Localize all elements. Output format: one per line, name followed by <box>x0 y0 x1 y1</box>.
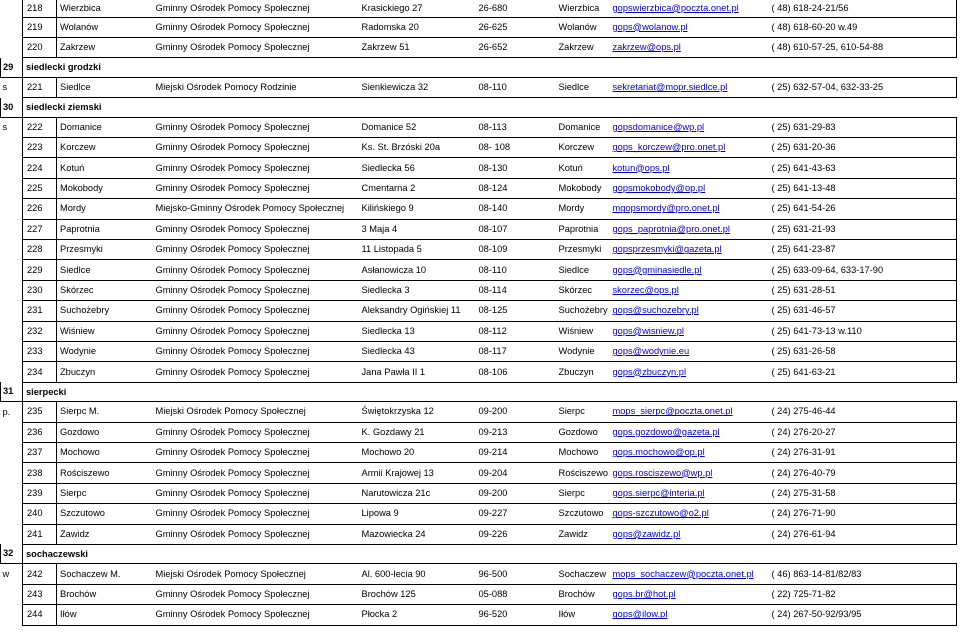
email-link[interactable]: gopsdomanice@wp.pl <box>610 117 769 137</box>
row-number: 240 <box>23 504 57 524</box>
row-lead-marker <box>1 463 23 483</box>
institution-name: Gminny Ośrodek Pomocy Społecznej <box>153 443 359 463</box>
row-number: 220 <box>23 37 57 57</box>
city-name: Rościszewo <box>521 463 610 483</box>
place-name: Zawidz <box>57 524 153 544</box>
table-row <box>1 362 957 382</box>
street-address: Siedlecka 13 <box>359 321 479 341</box>
postal-code: 09-226 <box>479 524 521 544</box>
postal-code: 96-500 <box>479 564 521 584</box>
table-row <box>1 280 957 300</box>
email-link[interactable]: gops-szczutowo@o2.pl <box>610 504 769 524</box>
region-number: 30 <box>1 98 23 118</box>
place-name: Mokobody <box>57 178 153 198</box>
city-name: Paprotnia <box>521 219 610 239</box>
phone-number: ( 25) 632-57-04, 632-33-25 <box>769 77 957 97</box>
street-address: Lipowa 9 <box>359 504 479 524</box>
row-lead-marker <box>1 178 23 198</box>
postal-code: 08- 108 <box>479 138 521 158</box>
row-number: 243 <box>23 584 57 604</box>
phone-number: ( 25) 641-54-26 <box>769 199 957 219</box>
email-link[interactable]: kotun@ops.pl <box>610 158 769 178</box>
row-lead-marker <box>1 362 23 382</box>
table-row <box>1 37 957 57</box>
row-lead-marker: s <box>2 82 8 93</box>
phone-number: ( 25) 641-23-87 <box>769 240 957 260</box>
table-row <box>1 443 957 463</box>
city-name: Suchożebry <box>521 301 610 321</box>
street-address: Narutowicza 21c <box>359 483 479 503</box>
city-name: Mordy <box>521 199 610 219</box>
email-link[interactable]: mops_sochaczew@poczta.onet.pl <box>610 564 769 584</box>
table-row <box>1 564 957 584</box>
postal-code: 26-625 <box>479 17 521 37</box>
row-number: 236 <box>23 422 57 442</box>
street-address: Cmentarna 2 <box>359 178 479 198</box>
postal-code: 08-114 <box>479 280 521 300</box>
phone-number: ( 25) 631-28-51 <box>769 280 957 300</box>
street-address: Jana Pawła II 1 <box>359 362 479 382</box>
row-lead-marker <box>1 260 23 280</box>
email-link[interactable]: mgopsmordy@pro.onet.pl <box>610 199 769 219</box>
street-address: Płocka 2 <box>359 605 479 625</box>
phone-number: ( 24) 276-20-27 <box>769 422 957 442</box>
institution-name: Gminny Ośrodek Pomocy Społecznej <box>153 240 359 260</box>
table-row <box>1 422 957 442</box>
place-name: Mordy <box>57 199 153 219</box>
postal-code: 08-130 <box>479 158 521 178</box>
row-lead-marker: w <box>2 568 10 579</box>
city-name: Wiśniew <box>521 321 610 341</box>
table-row <box>1 240 957 260</box>
table-row <box>1 341 957 361</box>
table-row <box>1 158 957 178</box>
city-name: Sochaczew <box>521 564 610 584</box>
postal-code: 09-200 <box>479 483 521 503</box>
street-address: Asłanowicza 10 <box>359 260 479 280</box>
email-link[interactable]: gops.rosciszewo@wp.pl <box>610 463 769 483</box>
row-number: 232 <box>23 321 57 341</box>
place-name: Zakrzew <box>57 37 153 57</box>
email-link[interactable]: gops@ilow.pl <box>610 605 769 625</box>
postal-code: 26-652 <box>479 37 521 57</box>
row-lead-marker <box>1 0 23 17</box>
city-name: Skórzec <box>521 280 610 300</box>
street-address: Siedlecka 3 <box>359 280 479 300</box>
email-link[interactable]: gops_korczew@pro.onet.pl <box>610 138 769 158</box>
row-lead-marker <box>1 199 23 219</box>
institution-name: Gminny Ośrodek Pomocy Społecznej <box>153 504 359 524</box>
row-number: 226 <box>23 199 57 219</box>
place-name: Kotuń <box>57 158 153 178</box>
row-number: 229 <box>23 260 57 280</box>
email-link[interactable]: gopsprzesmyki@gazeta.pl <box>610 240 769 260</box>
place-name: Przesmyki <box>57 240 153 260</box>
postal-code: 08-140 <box>479 199 521 219</box>
city-name: Korczew <box>521 138 610 158</box>
row-lead-marker <box>1 280 23 300</box>
row-lead-marker <box>1 483 23 503</box>
institution-name: Miejski Ośrodek Pomocy Społecznej <box>153 564 359 584</box>
street-address: Radomska 20 <box>359 17 479 37</box>
postal-code: 08-112 <box>479 321 521 341</box>
email-link[interactable]: gopsmokobody@op.pl <box>610 178 769 198</box>
row-number: 233 <box>23 341 57 361</box>
institution-name: Gminny Ośrodek Pomocy Społecznej <box>153 158 359 178</box>
phone-number: ( 25) 641-43-63 <box>769 158 957 178</box>
place-name: Domanice <box>57 117 153 137</box>
row-number: 235 <box>23 402 57 422</box>
region-number: 31 <box>1 382 23 402</box>
phone-number: ( 48) 618-24-21/56 <box>769 0 957 17</box>
phone-number: ( 25) 641-13-48 <box>769 178 957 198</box>
email-link[interactable]: gops_paprotnia@pro.onet.pl <box>610 219 769 239</box>
phone-number: ( 25) 631-29-83 <box>769 117 957 137</box>
street-address: Mazowiecka 24 <box>359 524 479 544</box>
institution-name: Gminny Ośrodek Pomocy Społecznej <box>153 260 359 280</box>
table-row <box>1 301 957 321</box>
email-link[interactable]: gops.sierpc@interia.pl <box>610 483 769 503</box>
street-address: Krasickiego 27 <box>359 0 479 17</box>
region-number: 32 <box>1 544 23 564</box>
row-lead-marker: s <box>2 122 8 133</box>
postal-code: 08-109 <box>479 240 521 260</box>
row-lead-marker <box>1 158 23 178</box>
row-lead-marker <box>1 321 23 341</box>
city-name: Siedlce <box>521 77 610 97</box>
region-name: sochaczewski <box>23 544 957 564</box>
row-lead-marker: p. <box>2 406 11 417</box>
row-lead-marker <box>1 524 23 544</box>
city-name: Siedlce <box>521 260 610 280</box>
row-lead-marker <box>1 301 23 321</box>
phone-number: ( 24) 276-61-94 <box>769 524 957 544</box>
region-name: siedlecki grodzki <box>23 58 957 78</box>
row-number: 227 <box>23 219 57 239</box>
phone-number: ( 48) 618-60-20 w.49 <box>769 17 957 37</box>
table-row <box>1 117 957 137</box>
institution-name: Gminny Ośrodek Pomocy Społecznej <box>153 138 359 158</box>
city-name: Wodynie <box>521 341 610 361</box>
postal-code: 08-110 <box>479 260 521 280</box>
row-lead-marker <box>1 138 23 158</box>
region-header-row <box>1 58 957 78</box>
email-link[interactable]: gops@zawidz.pl <box>610 524 769 544</box>
place-name: Suchożebry <box>57 301 153 321</box>
institution-name: Gminny Ośrodek Pomocy Społecznej <box>153 301 359 321</box>
place-name: Gozdowo <box>57 422 153 442</box>
email-link[interactable]: gops@wisniew.pl <box>610 321 769 341</box>
table-row <box>1 260 957 280</box>
row-lead-marker <box>1 240 23 260</box>
place-name: Skórzec <box>57 280 153 300</box>
row-lead-marker <box>1 443 23 463</box>
institution-name: Gminny Ośrodek Pomocy Społecznej <box>153 280 359 300</box>
postal-code: 08-124 <box>479 178 521 198</box>
phone-number: ( 22) 725-71-82 <box>769 584 957 604</box>
street-address: Brochów 125 <box>359 584 479 604</box>
institution-name: Gminny Ośrodek Pomocy Społecznej <box>153 178 359 198</box>
email-link[interactable]: zakrzew@ops.pl <box>610 37 769 57</box>
place-name: Brochów <box>57 584 153 604</box>
table-row <box>1 219 957 239</box>
postal-code: 08-113 <box>479 117 521 137</box>
row-number: 231 <box>23 301 57 321</box>
place-name: Mochowo <box>57 443 153 463</box>
place-name: Wierzbica <box>57 0 153 17</box>
street-address: Świętokrzyska 12 <box>359 402 479 422</box>
table-row <box>1 178 957 198</box>
street-address: Ks. St. Brzóski 20a <box>359 138 479 158</box>
city-name: Szczutowo <box>521 504 610 524</box>
phone-number: ( 25) 631-20-36 <box>769 138 957 158</box>
row-number: 230 <box>23 280 57 300</box>
street-address: Al. 600-lecia 90 <box>359 564 479 584</box>
city-name: Iłów <box>521 605 610 625</box>
institution-name: Gminny Ośrodek Pomocy Społecznej <box>153 17 359 37</box>
place-name: Szczutowo <box>57 504 153 524</box>
table-row <box>1 77 957 97</box>
place-name: Sochaczew M. <box>57 564 153 584</box>
region-header-row <box>1 382 957 402</box>
table-row <box>1 138 957 158</box>
institution-name: Gminny Ośrodek Pomocy Społecznej <box>153 219 359 239</box>
street-address: Mochowo 20 <box>359 443 479 463</box>
institution-name: Gminny Ośrodek Pomocy Społecznej <box>153 341 359 361</box>
phone-number: ( 25) 631-26-58 <box>769 341 957 361</box>
phone-number: ( 25) 631-46-57 <box>769 301 957 321</box>
institution-name: Gminny Ośrodek Pomocy Społecznej <box>153 483 359 503</box>
street-address: 3 Maja 4 <box>359 219 479 239</box>
email-link[interactable]: gops.gozdowo@gazeta.pl <box>610 422 769 442</box>
table-row <box>1 463 957 483</box>
postal-code: 96-520 <box>479 605 521 625</box>
city-name: Sierpc <box>521 402 610 422</box>
phone-number: ( 24) 276-40-79 <box>769 463 957 483</box>
phone-number: ( 25) 641-63-21 <box>769 362 957 382</box>
row-number: 219 <box>23 17 57 37</box>
row-lead-marker <box>1 341 23 361</box>
table-row <box>1 321 957 341</box>
row-lead-marker <box>1 219 23 239</box>
city-name: Kotuń <box>521 158 610 178</box>
institution-name: Gminny Ośrodek Pomocy Społecznej <box>153 463 359 483</box>
place-name: Iłów <box>57 605 153 625</box>
row-number: 242 <box>23 564 57 584</box>
postal-code: 09-227 <box>479 504 521 524</box>
row-number: 234 <box>23 362 57 382</box>
table-row <box>1 199 957 219</box>
region-header-row <box>1 98 957 118</box>
table-row <box>1 17 957 37</box>
postal-code: 09-213 <box>479 422 521 442</box>
row-number: 218 <box>23 0 57 17</box>
row-number: 223 <box>23 138 57 158</box>
region-header-row <box>1 544 957 564</box>
table-row <box>1 483 957 503</box>
row-number: 244 <box>23 605 57 625</box>
institution-name: Gminny Ośrodek Pomocy Społecznej <box>153 422 359 442</box>
region-number: 29 <box>1 58 23 78</box>
row-lead-marker <box>1 422 23 442</box>
row-number: 228 <box>23 240 57 260</box>
phone-number: ( 25) 633-09-64, 633-17-90 <box>769 260 957 280</box>
city-name: Zawidz <box>521 524 610 544</box>
table-row <box>1 402 957 422</box>
row-number: 241 <box>23 524 57 544</box>
street-address: Siedlecka 43 <box>359 341 479 361</box>
institution-name: Gminny Ośrodek Pomocy Społecznej <box>153 362 359 382</box>
email-link[interactable]: gopswierzbica@poczta.onet.pl <box>610 0 769 17</box>
table-row <box>1 0 957 17</box>
city-name: Mochowo <box>521 443 610 463</box>
institution-name: Gminny Ośrodek Pomocy Społecznej <box>153 584 359 604</box>
email-link[interactable]: gops@zbuczyn.pl <box>610 362 769 382</box>
phone-number: ( 24) 276-71-90 <box>769 504 957 524</box>
place-name: Sierpc <box>57 483 153 503</box>
row-number: 238 <box>23 463 57 483</box>
place-name: Zbuczyn <box>57 362 153 382</box>
table-row <box>1 504 957 524</box>
region-name: siedlecki ziemski <box>23 98 957 118</box>
postal-code: 08-106 <box>479 362 521 382</box>
postal-code: 08-110 <box>479 77 521 97</box>
email-link[interactable]: gops@suchozebry.pl <box>610 301 769 321</box>
place-name: Sierpc M. <box>57 402 153 422</box>
city-name: Sierpc <box>521 483 610 503</box>
city-name: Wolanów <box>521 17 610 37</box>
city-name: Wierzbica <box>521 0 610 17</box>
phone-number: ( 24) 275-46-44 <box>769 402 957 422</box>
place-name: Wolanów <box>57 17 153 37</box>
city-name: Mokobody <box>521 178 610 198</box>
street-address: Siedlecka 56 <box>359 158 479 178</box>
place-name: Korczew <box>57 138 153 158</box>
institution-name: Miejsko-Gminny Ośrodek Pomocy Społecznej <box>153 199 359 219</box>
phone-number: ( 48) 610-57-25, 610-54-88 <box>769 37 957 57</box>
email-link[interactable]: skorzec@ops.pl <box>610 280 769 300</box>
institution-name: Miejski Ośrodek Pomocy Społecznej <box>153 402 359 422</box>
phone-number: ( 46) 863-14-81/82/83 <box>769 564 957 584</box>
street-address: Aleksandry Ogińskiej 11 <box>359 301 479 321</box>
postal-code: 08-125 <box>479 301 521 321</box>
row-number: 224 <box>23 158 57 178</box>
street-address: Sienkiewicza 32 <box>359 77 479 97</box>
street-address: Kilińskiego 9 <box>359 199 479 219</box>
institution-name: Gminny Ośrodek Pomocy Społecznej <box>153 0 359 17</box>
institution-name: Gminny Ośrodek Pomocy Społecznej <box>153 321 359 341</box>
phone-number: ( 24) 276-31-91 <box>769 443 957 463</box>
row-lead-marker <box>1 584 23 604</box>
place-name: Wiśniew <box>57 321 153 341</box>
place-name: Siedlce <box>57 260 153 280</box>
postal-code: 08-107 <box>479 219 521 239</box>
row-lead-marker <box>1 605 23 625</box>
institution-name: Gminny Ośrodek Pomocy Społecznej <box>153 605 359 625</box>
region-name: sierpecki <box>23 382 957 402</box>
email-link[interactable]: sekretariat@mopr.siedlce.pl <box>610 77 769 97</box>
postal-code: 05-088 <box>479 584 521 604</box>
row-lead-marker <box>1 504 23 524</box>
table-row <box>1 524 957 544</box>
city-name: Zbuczyn <box>521 362 610 382</box>
row-number: 221 <box>23 77 57 97</box>
phone-number: ( 24) 275-31-58 <box>769 483 957 503</box>
phone-number: ( 25) 641-73-13 w.110 <box>769 321 957 341</box>
postal-code: 09-214 <box>479 443 521 463</box>
place-name: Wodynie <box>57 341 153 361</box>
city-name: Brochów <box>521 584 610 604</box>
place-name: Paprotnia <box>57 219 153 239</box>
postal-code: 09-204 <box>479 463 521 483</box>
postal-code: 09-200 <box>479 402 521 422</box>
row-number: 225 <box>23 178 57 198</box>
email-link[interactable]: gops.br@hot.pl <box>610 584 769 604</box>
postal-code: 08-117 <box>479 341 521 361</box>
row-lead-marker <box>1 17 23 37</box>
table-row <box>1 605 957 625</box>
city-name: Przesmyki <box>521 240 610 260</box>
street-address: 11 Listopada 5 <box>359 240 479 260</box>
institution-name: Gminny Ośrodek Pomocy Społecznej <box>153 524 359 544</box>
row-number: 222 <box>23 117 57 137</box>
city-name: Zakrzew <box>521 37 610 57</box>
street-address: Zakrzew 51 <box>359 37 479 57</box>
place-name: Rościszewo <box>57 463 153 483</box>
street-address: Armii Krajowej 13 <box>359 463 479 483</box>
postal-code: 26-680 <box>479 0 521 17</box>
row-number: 237 <box>23 443 57 463</box>
institution-name: Miejski Ośrodek Pomocy Rodzinie <box>153 77 359 97</box>
city-name: Domanice <box>521 117 610 137</box>
street-address: Domanice 52 <box>359 117 479 137</box>
phone-number: ( 25) 631-21-93 <box>769 219 957 239</box>
street-address: K. Gozdawy 21 <box>359 422 479 442</box>
institution-name: Gminny Ośrodek Pomocy Społecznej <box>153 37 359 57</box>
place-name: Siedlce <box>57 77 153 97</box>
row-lead-marker <box>1 37 23 57</box>
institution-name: Gminny Ośrodek Pomocy Społecznej <box>153 117 359 137</box>
email-link[interactable]: gops@wodynie.eu <box>610 341 769 361</box>
row-number: 239 <box>23 483 57 503</box>
email-link[interactable]: gops@gminasiedle.pl <box>610 260 769 280</box>
email-link[interactable]: mops_sierpc@poczta.onet.pl <box>610 402 769 422</box>
email-link[interactable]: gops.mochowo@op.pl <box>610 443 769 463</box>
phone-number: ( 24) 267-50-92/93/95 <box>769 605 957 625</box>
table-row <box>1 584 957 604</box>
city-name: Gozdowo <box>521 422 610 442</box>
email-link[interactable]: gops@wolanow.pl <box>610 17 769 37</box>
